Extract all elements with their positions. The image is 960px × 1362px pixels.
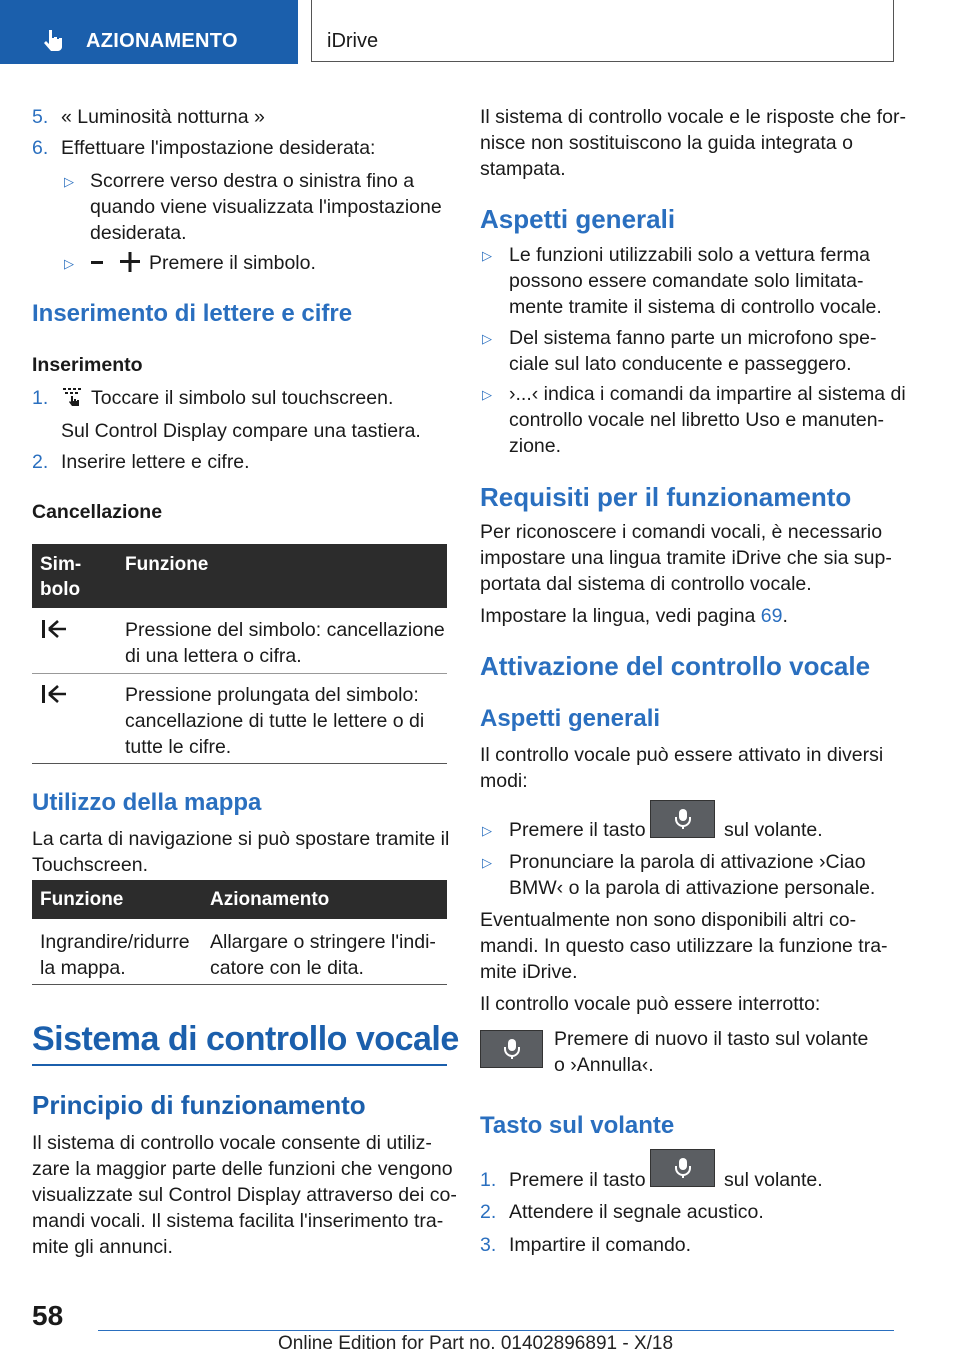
step-text: sul volante. — [724, 1169, 823, 1191]
section-heading: Aspetti generali — [480, 204, 676, 234]
paragraph-line: Eventualmente non sono disponibili altri co‐ — [480, 909, 857, 931]
bullet-triangle-icon: ▷ — [482, 823, 492, 838]
plus-icon — [120, 252, 140, 272]
table-cell: di una lettera o cifra. — [125, 645, 302, 667]
step-number: 3. — [480, 1234, 497, 1256]
bullet-triangle-icon: ▷ — [64, 174, 74, 189]
paragraph-line: zare la maggior parte delle funzioni che vengono — [32, 1158, 453, 1180]
icon-caption: o ›Annulla‹. — [554, 1054, 654, 1076]
paragraph-line: mandi. In questo caso utilizzare la funzione tra‐ — [480, 935, 888, 957]
section-heading: Inserimento di lettere e cifre — [32, 300, 353, 327]
paragraph-line — [480, 603, 788, 629]
paragraph-line: Il sistema di controllo vocale consente di utiliz‐ — [32, 1132, 432, 1154]
backspace-icon — [40, 683, 68, 705]
microphone-icon — [674, 808, 692, 830]
bullet-text: Le funzioni utilizzabili solo a vettura ferma — [509, 244, 870, 266]
table-cell: la mappa. — [40, 957, 126, 979]
step-note: Sul Control Display compare una tastiera. — [61, 420, 421, 442]
paragraph-line: mite iDrive. — [480, 961, 578, 983]
bullet-text: Pronunciare la parola di attivazione ›Ciao — [509, 851, 866, 873]
paragraph-line: mite gli annunci. — [32, 1236, 173, 1258]
paragraph-line: modi: — [480, 770, 528, 792]
table-cell: Pressione del simbolo: cancellazione — [125, 619, 445, 641]
table-divider — [32, 673, 447, 674]
step-text: Impartire il comando. — [509, 1234, 692, 1256]
bullet-text: BMW‹ o la parola di attivazione personale. — [509, 877, 876, 899]
page-link[interactable]: 69 — [760, 605, 783, 627]
table-cell: Pressione prolungata del simbolo: — [125, 684, 419, 706]
paragraph-line: impostare una lingua tramite iDrive che sia sup‐ — [480, 547, 892, 569]
minus-icon — [90, 256, 104, 270]
step-text: « Luminosità notturna » — [61, 106, 265, 128]
voice-button-image — [650, 1149, 715, 1187]
step-text: Premere il tasto — [509, 1169, 646, 1191]
column-header: Azionamento — [210, 889, 330, 910]
sub-section-heading: Aspetti generali — [480, 705, 661, 732]
bullet-triangle-icon: ▷ — [482, 387, 492, 402]
bullet-text: zione. — [509, 435, 562, 457]
section-heading: Utilizzo della mappa — [32, 789, 262, 816]
sub-heading: Cancellazione — [32, 501, 163, 523]
paragraph-line: nisce non sostituiscono la guida integrata o — [480, 132, 853, 154]
heading-underline — [32, 1064, 447, 1066]
paragraph-line: Il controllo vocale può essere attivato in diversi — [480, 744, 884, 766]
paragraph-line: La carta di navigazione si può spostare tramite il — [32, 828, 450, 850]
bullet-triangle-icon: ▷ — [482, 855, 492, 870]
punctuation: . — [782, 605, 788, 627]
step-number: 2. — [480, 1201, 497, 1223]
chapter-label: AZIONAMENTO — [86, 30, 238, 52]
bullet-text: ciale sul lato conducente e passeggero. — [509, 353, 852, 375]
sub-section-heading: Tasto sul volante — [480, 1112, 675, 1139]
footer-divider — [98, 1330, 894, 1331]
paragraph-line: Il sistema di controllo vocale e le risposte che for‐ — [480, 106, 906, 128]
step-number: 2. — [32, 451, 49, 473]
table-cell: cancellazione di tutte le lettere o di — [125, 710, 425, 732]
step-text: Attendere il segnale acustico. — [509, 1201, 764, 1223]
voice-button-image — [650, 800, 715, 838]
sub-step-text: Premere il simbolo. — [149, 252, 316, 274]
chapter-heading: Sistema di controllo vocale — [32, 1020, 459, 1058]
microphone-icon — [503, 1038, 521, 1060]
bullet-triangle-icon: ▷ — [482, 331, 492, 346]
bullet-triangle-icon: ▷ — [482, 248, 492, 263]
step-number: 1. — [32, 387, 49, 409]
bullet-text: mente tramite il sistema di controllo vocale. — [509, 296, 882, 318]
section-header — [311, 0, 894, 62]
table-cell: tutte le cifre. — [125, 736, 232, 758]
keyboard-touch-icon — [62, 386, 84, 408]
sub-step-text: quando viene visualizzata l'impostazione — [90, 196, 442, 218]
backspace-icon — [40, 618, 68, 640]
section-label: iDrive — [327, 30, 379, 52]
step-text: Inserire lettere e cifre. — [61, 451, 250, 473]
footer-text: Online Edition for Part no. 01402896891 - X/18 — [278, 1333, 674, 1354]
sub-step-text: Scorrere verso destra o sinistra fino a — [90, 170, 415, 192]
table-header — [32, 880, 447, 919]
section-heading: Attivazione del controllo vocale — [480, 651, 871, 681]
bullet-text: Del sistema fanno parte un microfono spe‐ — [509, 327, 877, 349]
bullet-text: sul volante. — [724, 819, 823, 841]
paragraph-line: portata dal sistema di controllo vocale. — [480, 573, 812, 595]
section-heading: Requisiti per il funzionamento — [480, 482, 852, 512]
step-number: 6. — [32, 137, 49, 159]
bullet-text: ›...‹ indica i comandi da impartire al sistema di — [509, 383, 906, 405]
microphone-icon — [674, 1157, 692, 1179]
paragraph-line: stampata. — [480, 158, 566, 180]
step-number: 1. — [480, 1169, 497, 1191]
step-text: Effettuare l'impostazione desiderata: — [61, 137, 376, 159]
table-divider — [32, 984, 447, 985]
sub-heading: Inserimento — [32, 354, 143, 376]
reference-text: Impostare la lingua, vedi pagina — [480, 605, 761, 627]
paragraph-line: Per riconoscere i comandi vocali, è necessario — [480, 521, 883, 543]
chapter-tab — [0, 0, 298, 64]
icon-caption: Premere di nuovo il tasto sul volante — [554, 1028, 869, 1050]
hand-pointer-icon — [40, 28, 64, 52]
table-cell: Ingrandire/ridurre — [40, 931, 190, 953]
paragraph-line: mandi vocali. Il sistema facilita l'inserimento tra‐ — [32, 1210, 444, 1232]
bullet-text: controllo vocale nel libretto Uso e manuten‐ — [509, 409, 885, 431]
step-text: Toccare il simbolo sul touchscreen. — [91, 387, 394, 409]
page-number: 58 — [32, 1300, 64, 1331]
voice-button-image — [480, 1030, 543, 1068]
table-header — [32, 544, 447, 608]
paragraph-line: Il controllo vocale può essere interrotto: — [480, 993, 821, 1015]
paragraph-line: visualizzate sul Control Display attraverso dei co‐ — [32, 1184, 457, 1206]
column-header: Funzione — [40, 889, 124, 910]
bullet-text: Premere il tasto — [509, 819, 646, 841]
bullet-triangle-icon: ▷ — [64, 256, 74, 271]
table-cell: Allargare o stringere l'indi‐ — [210, 931, 436, 953]
paragraph-line: Touchscreen. — [32, 854, 148, 876]
sub-step-text: desiderata. — [90, 222, 187, 244]
column-header: Funzione — [125, 554, 209, 575]
step-number: 5. — [32, 106, 49, 128]
section-heading: Principio di funzionamento — [32, 1090, 366, 1120]
column-header: bolo — [40, 579, 81, 600]
bullet-text: possono essere comandate solo limitata‐ — [509, 270, 864, 292]
column-header: Sim‐ — [40, 554, 82, 575]
table-divider — [32, 763, 447, 764]
table-cell: catore con le dita. — [210, 957, 364, 979]
